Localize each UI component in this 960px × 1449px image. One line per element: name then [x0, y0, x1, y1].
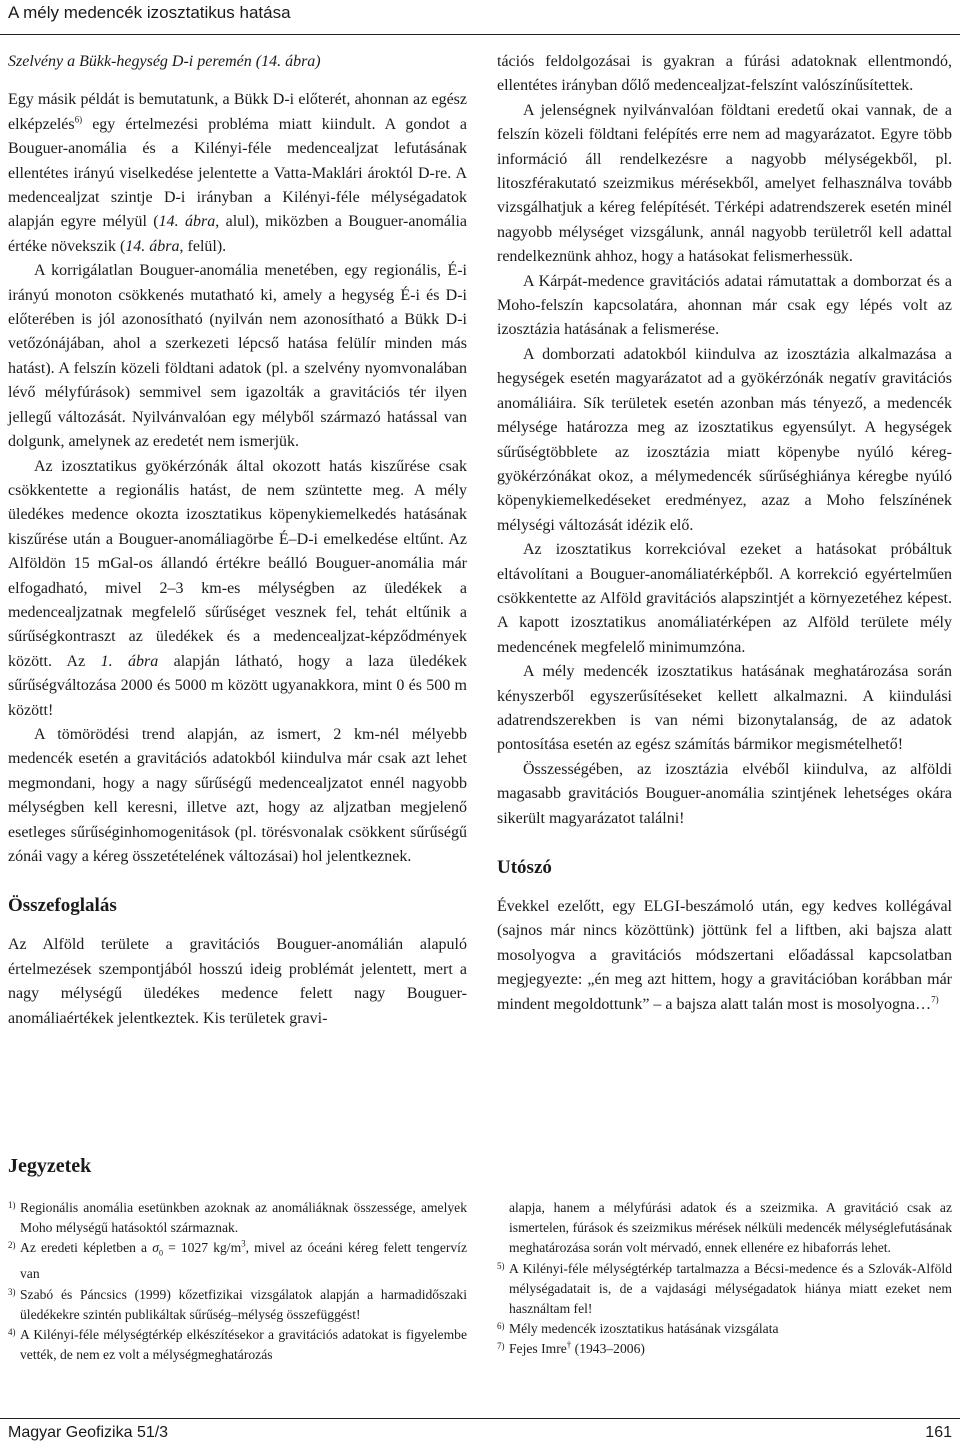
running-header — [0, 0, 960, 35]
footnote-text: Regionális anomália esetünkben azoknak az anomáliáknak összessége, amelyek Moho mélységű hatásoktól származnak. — [20, 1200, 467, 1236]
section-heading-summary: Összefoglalás — [8, 895, 117, 917]
footnote — [497, 1259, 952, 1320]
footnote-number: 5) — [497, 1260, 505, 1271]
text: , mivel az óceáni kéreg felett tengervíz van — [20, 1240, 467, 1282]
text: Egy másik példát is bemutatunk, a Bükk D-i előterét, ahonnan az egész elképzelés — [8, 91, 467, 133]
footnote — [8, 1238, 467, 1284]
dagger-symbol: † — [566, 1339, 572, 1350]
footnote-number: 6) — [497, 1321, 505, 1332]
text: , felül). — [179, 237, 227, 255]
footnote-number: 7) — [497, 1341, 505, 1352]
footnote-text: Szabó és Páncsics (1999) kőzetfizikai vizsgálatok alapján a harmadidőszaki üledékekre szintén publikáltak sűrűség–mélység összefüggést! — [20, 1286, 467, 1322]
section-heading-afterword: Utószó — [497, 857, 552, 878]
text: (1943–2006) — [571, 1341, 645, 1357]
sigma-symbol: σ — [152, 1240, 159, 1256]
paragraph: A Kárpát-medence gravitációs adatai rámutattak a domborzat és a Moho-felszín kapcsolatára, ahonnan már csak egy lépés volt az izosztázia hatásának a felismerése. — [497, 272, 952, 339]
footnote — [8, 1198, 467, 1238]
text: = 1027 kg/m — [162, 1240, 242, 1256]
paragraph: tációs feldolgozásai is gyakran a fúrási adatoknak ellentmondó, ellentétes irányban dőlő medencealjzat-felszínt valószínűsítettek. — [497, 53, 952, 95]
footnote-number: 3) — [8, 1286, 16, 1297]
footnote — [497, 1319, 952, 1339]
figure-ref: 14. ábra — [158, 213, 216, 231]
paragraph: A korrigálatlan Bouguer-anomália menetében, egy regionális, É-i irányú monoton csökkenés mutatható ki, amely a hegység É-i és D-i előterében is jól azonosítható (nyilván nem azonosítható a Bükk D-i vetőzónájában, ahol a szerkezeti lépcső hatása felülír minden más hatást). A felszín közeli földtani adatok (pl. a szelvény nyomvonalában lévő mélyfúrások) semmivel sem igazolták a gravitációs tér ilyen jellegű változását. Nyilvánvalóan egy mélyből származó hatással van dolgunk, amelynek az eredetét nem ismerjük. — [8, 262, 467, 451]
paragraph — [497, 895, 952, 1017]
footnote-text: A Kilényi-féle mélységtérkép tartalmazza a Bécsi-medence és a Szlovák-Alföld mélységadatait is, de a vajdasági mélységadatok hiánya miatt ezeket nem használtam fel! — [509, 1260, 952, 1317]
footnote-continuation — [497, 1198, 952, 1259]
notes-left-column — [8, 1198, 467, 1365]
footnote-text: A Kilényi-féle mélységtérkép elkészítésekor a gravitációs adatokat is figyelembe vették, de nem ez volt a mélységmeghatározás — [20, 1326, 467, 1363]
notes-right-column — [497, 1198, 952, 1360]
text: alapján látható, hogy a laza üledékek sűrűségváltozása 2000 és 5000 m között ugyanakkora, mint 0 és 500 m között! — [8, 652, 467, 719]
text: , alul), miközben a Bouguer-anomália értéke növekszik ( — [8, 213, 467, 255]
paragraph: Összességében, az izosztázia elvéből kiindulva, az alföldi magasabb gravitációs Bouguer-anomália szintjének lehetséges okára sikerült magyarázatot találni! — [497, 760, 952, 827]
superscript: 3 — [241, 1238, 246, 1249]
footnote-number: 1) — [8, 1200, 16, 1210]
footnote — [8, 1285, 467, 1325]
paragraph: A mély medencék izosztatikus hatásának meghatározása során kényszerből egyszerűsítéseket kellett alkalmazni. A kiindulási adatrendszerekben is van némi bizonytalanság, de az adatok pontosítása esetén az egész számítás bármikor megismételhető! — [497, 663, 952, 754]
paragraph: A tömörödési trend alapján, az ismert, 2 km-nél mélyebb medencék esetén a gravitációs adatokból kiindulva már csak azt lehet megmondani, hogy a nagy sűrűségű medencealjzatot ennél nagyobb mélységben kell keresni, illetve azt, hogy az aljzatban megjelenő esetleges sűrűséginhomogenitások (pl. törésvonalak csökkent sűrűségű zónái vagy a kéreg összetételének változásai) hol jelentkeznek. — [8, 725, 467, 865]
footnote — [497, 1339, 952, 1359]
footnote-text — [20, 1238, 467, 1284]
footnote-number: 2) — [8, 1240, 16, 1251]
footnote-text: Mély medencék izosztatikus hatásának vizsgálata — [509, 1321, 779, 1337]
paragraph: Az Alföld területe a gravitációs Bouguer-anomálián alapuló értelmezések szempontjából hosszú ideig problémát jelentett, mert a nagy mélységű üledékes medence felett nagy Bouguer-anomáliaértékek jelentkeztek. Kis területek gravi- — [8, 936, 467, 1027]
text: Évekkel ezelőtt, egy ELGI-beszámoló után, egy kedves kollégával (sajnos már nincs közöttünk) jöttünk fel a liftben, aki bajsza alatt mosolyogva a gravitációs módszertani előadással kapcsolatban megjegyezte: „én meg azt hittem, hogy a gravitációban korábban már mindent megoldottunk” – a bajsza alatt talán most is mosolyogna… — [497, 898, 952, 1013]
paragraph: A jelenségnek nyilvánvalóan földtani eredetű okai vannak, de a felszín közeli földtani felépítés erre nem ad magyarázatot. Egyre több információ áll rendelkezésre a nagyobb mélységekből, pl. litoszférakutató szeizmikus mérésekből, amelyet felhasználva tovább vizsgálhatjuk a kéreg felépítését. Térképi adatrendszerek esetén minél nagyobb mélységet vizsgálunk, annál nagyobb területről kell adattal rendelkeznünk ahhoz, hogy a hatásokat felismerhessük. — [497, 101, 952, 266]
paragraph: Az izosztatikus korrekcióval ezeket a hatásokat próbáltuk eltávolítani a Bouguer-anomáliatérképből. A korrekció egyértelműen csökkentette az Alföld gravitációs alapszintjét a környezetéhez képest. A kapott izosztatikus anomáliatérképen az Alföld területe mély medencének megfelelő minimumzóna. — [497, 541, 952, 656]
paragraph — [8, 455, 467, 723]
page-footer — [0, 1418, 960, 1441]
section-title-bukk: Szelvény a Bükk-hegység D-i peremén (14. ábra) — [8, 53, 321, 70]
paragraph — [8, 88, 467, 259]
right-column — [497, 50, 952, 1017]
paragraph: A domborzati adatokból kiindulva az izosztázia alkalmazása a hegységek esetén magyarázatot ad a gyökérzónák negatív gravitációs anomáliáira. Sík területek esetén azonban más tényező, a medencék mélysége határozza meg az izosztatikus egyensúlyt. A hegységek sűrűségtöbblete az izosztázia miatt köpenybe nyúló kéreg-gyökérzónákat okoz, a mélymedencék sűrűséghiánya kéregbe nyúló köpenykiemelkedéseket eredményez, azaz a Moho felszínének mélységi változását idézik elő. — [497, 345, 952, 534]
figure-ref: 14. ábra — [125, 237, 180, 255]
text: Az izosztatikus gyökérzónák által okozott hatás kiszűrése csak csökkentette a regionális hatást, de nem szüntette meg. A mély üledékes medence okozta izosztatikus köpenykiemelkedés hatásának kiszűrése után a Bouguer-anomáliagörbe É–D-i emelkedése eltűnt. Az Alföldön 15 mGal-os állandó értékre beálló Bouguer-anomália már elfogadható, mivel 2–3 km-es mélységben az üledékek a medencealjzatnak megfelelő sűrűséget vesznek fel, tehát eltűnik a sűrűségkontraszt az üledékek és a medencealjzat-képződmények között. Az — [8, 457, 467, 670]
footnote-ref: 6) — [74, 114, 83, 125]
footnote — [8, 1325, 467, 1365]
text: Az eredeti képletben a — [20, 1240, 153, 1256]
text: egy értelmezési probléma miatt kiindult. A gondot a Bouguer-anomália és a Kilényi-féle medencealjzat lefutásának ellentétes irányú viselkedése jelentette a Vatta-Maklári ároktól D-re. A medencealjzat szintje D-i irányban a Kilényi-féle mélységadatok alapján egyre mélyül ( — [8, 115, 467, 231]
subscript: 0 — [158, 1249, 163, 1259]
left-column — [8, 50, 467, 1031]
notes-heading: Jegyzetek — [8, 1155, 92, 1177]
footnote-text — [509, 1339, 952, 1359]
running-header-title: A mély medencék izosztatikus hatása — [8, 3, 291, 22]
journal-name: Magyar Geofizika 51/3 — [8, 1424, 169, 1441]
figure-ref: 1. ábra — [100, 652, 159, 670]
text: Fejes Imre — [509, 1341, 567, 1357]
footnote-number: 4) — [8, 1326, 16, 1337]
footnote-text: alapja, hanem a mélyfúrási adatok és a szeizmika. A gravitáció csak az ismertelen, fúrások és szeizmikus mérések nélküli medencék mélységlefutásának meghatározása során volt mérvadó, ennek ellenére ez hibaforrás lehet. — [509, 1200, 952, 1256]
footnote-ref: 7) — [931, 994, 939, 1005]
page-number: 161 — [925, 1424, 952, 1441]
